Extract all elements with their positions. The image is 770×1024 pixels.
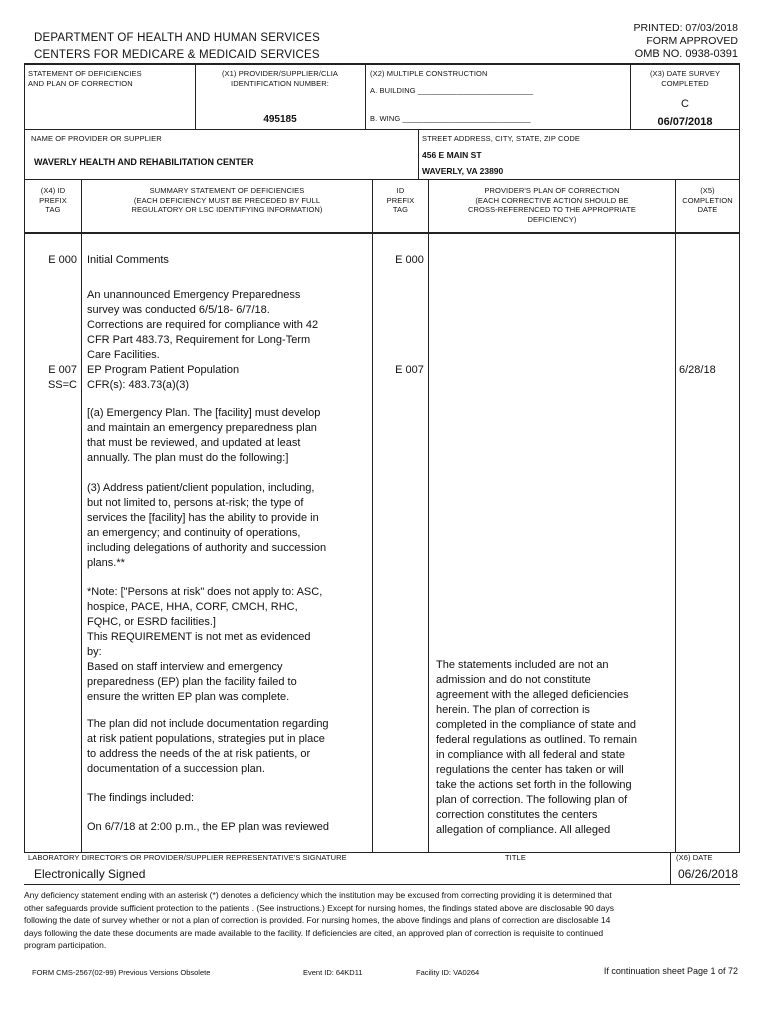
col-header-summary: SUMMARY STATEMENT OF DEFICIENCIES (EACH DEFICIENCY MUST BE PRECEDED BY FULL REGULATORY OR LSC IDENTIFYING INFORMATION) [131, 186, 323, 214]
address-label: STREET ADDRESS, CITY, STATE, ZIP CODE [422, 134, 581, 143]
signature-value: Electronically Signed [34, 867, 146, 881]
provider-name: WAVERLY HEALTH AND REHABILITATION CENTER [34, 157, 254, 167]
tag-e007: E 007 [48, 364, 77, 376]
col-header-id: ID PREFIX TAG [386, 186, 415, 214]
paragraph-patient-population: (3) Address patient/client population, including, but not limited to, persons at-risk; the type of services the [facility] has the ability to provide in an emergency; and continuity of operations, including delegations of authority and succession plans.** [87, 482, 327, 569]
tag-e000: E 000 [48, 254, 77, 266]
paragraph-emergency-plan: [(a) Emergency Plan. The [facility] must develop and maintain an emergency preparedness plan that must be reviewed, and updated at least annually. The plan must do the following:] [87, 407, 321, 464]
col-header-x4: (X4) ID PREFIX TAG [39, 186, 67, 214]
survey-c: C [681, 98, 689, 110]
address-line1: 456 E MAIN ST [422, 150, 482, 160]
signature-date: 06/26/2018 [677, 867, 738, 881]
paragraph-plan-missing: The plan did not include documentation regarding at risk patient populations, strategies put in place to address the needs of the at risk patients, or documentation of a succession plan. [87, 718, 329, 775]
rule-disclaimer [24, 884, 740, 885]
omb-number: OMB NO. 0938-0391 [634, 48, 738, 60]
divider-x1 [195, 63, 196, 129]
building-label: A. BUILDING ___________________________ [370, 86, 534, 95]
plan-of-correction-text: The statements included are not an admission and do not constitute agreement with the alleged deficiencies herein. The plan of correction is completed in the compliance of state and federal regulations as outlined. To remain in compliance with all federal and state regulations the center has taken or will take the actions set forth in the following plan of correction. The following plan of correction constitutes the centers allegation of compliance. All alleged [436, 659, 637, 836]
footer-event: Event ID: 64KD11 [303, 968, 363, 977]
id-e000: E 000 [395, 254, 424, 266]
rule-colhdr [24, 179, 740, 180]
paragraph-findings: The findings included: [87, 792, 195, 804]
form-approved: FORM APPROVED [646, 35, 738, 47]
statement-label: STATEMENT OF DEFICIENCIES AND PLAN OF CORRECTION [28, 69, 142, 88]
left-border [24, 63, 25, 853]
date-label: (X6) DATE [676, 853, 713, 862]
divider-address [418, 129, 419, 179]
paragraph-note: *Note: ["Persons at risk" does not apply to: ASC, hospice, PACE, HHA, CORF, CMCH, RHC, FQHC, or ESRD facilities.] This REQUIREMENT is not met as evidenced by: Based on staff interview and emergency preparedness (EP) plan the facility failed to ensure the written EP plan was complete. [87, 586, 323, 703]
severity-e007: SS=C [47, 379, 77, 391]
e000-text: An unannounced Emergency Preparedness survey was conducted 6/5/18- 6/7/18. Corrections are required for compliance with 42 CFR Part 483.73, Requirement for Long-Term Care Facilities. [87, 289, 319, 361]
col-header-plan: PROVIDER'S PLAN OF CORRECTION (EACH CORRECTIVE ACTION SHOULD BE CROSS-REFERENCED TO THE APPROPRIATE DEFICIENCY) [468, 186, 636, 224]
provider-name-label: NAME OF PROVIDER OR SUPPLIER [31, 134, 162, 143]
e000-title: Initial Comments [87, 254, 169, 266]
top-rule [24, 63, 740, 65]
col-divider-2 [372, 179, 373, 853]
footer-facility: Facility ID: VA0264 [416, 968, 480, 977]
multiple-construction-label: (X2) MULTIPLE CONSTRUCTION [370, 69, 488, 78]
divider-x2 [365, 63, 366, 129]
right-border [739, 63, 740, 853]
col-divider-1 [81, 179, 82, 853]
agency-line2: CENTERS FOR MEDICARE & MEDICAID SERVICES [34, 49, 320, 61]
title-label: TITLE [505, 853, 526, 862]
col-divider-3 [428, 179, 429, 853]
printed-date: PRINTED: 07/03/2018 [633, 22, 738, 34]
agency-line1: DEPARTMENT OF HEALTH AND HUMAN SERVICES [34, 32, 320, 44]
divider-date [670, 852, 671, 884]
wing-label: B. WING ______________________________ [370, 114, 531, 123]
signature-label: LABORATORY DIRECTOR'S OR PROVIDER/SUPPLIER REPRESENTATIVE'S SIGNATURE [28, 853, 347, 862]
provider-id-value: 495185 [263, 114, 297, 125]
col-header-x5: (X5) COMPLETION DATE [682, 186, 733, 214]
rule-provider [24, 129, 740, 130]
survey-label: (X3) DATE SURVEY COMPLETED [649, 69, 721, 88]
footer-continuation: If continuation sheet Page 1 of 72 [603, 966, 738, 976]
paragraph-review: On 6/7/18 at 2:00 p.m., the EP plan was reviewed [87, 821, 329, 833]
footer-form: FORM CMS-2567(02-99) Previous Versions Obsolete [32, 968, 211, 977]
e007-title: EP Program Patient Population CFR(s): 483.73(a)(3) [87, 364, 240, 391]
id-e007: E 007 [395, 364, 424, 376]
provider-id-label: (X1) PROVIDER/SUPPLIER/CLIA IDENTIFICATION NUMBER: [221, 69, 339, 88]
address-line2: WAVERLY, VA 23890 [422, 166, 504, 176]
divider-x3 [630, 63, 631, 129]
survey-date: 06/07/2018 [657, 116, 713, 128]
completion-date-e007: 6/28/18 [679, 364, 716, 376]
rule-body [24, 232, 740, 234]
disclaimer-text: Any deficiency statement ending with an asterisk (*) denotes a deficiency which the institution may be excused from correcting providing it is determined that other safeguards provide sufficient protection to the patients . (See instructions.) Except for nursing homes, the findings stated above are disclosable 90 days following the date of survey whether or not a plan of correction is provided. For nursing homes, the above findings and plans of correction are disclosable 14 days following the date these documents are made available to the facility. If deficiencies are cited, an approved plan of correction is requisite to continued program participation. [24, 890, 614, 950]
col-divider-4 [675, 179, 676, 853]
